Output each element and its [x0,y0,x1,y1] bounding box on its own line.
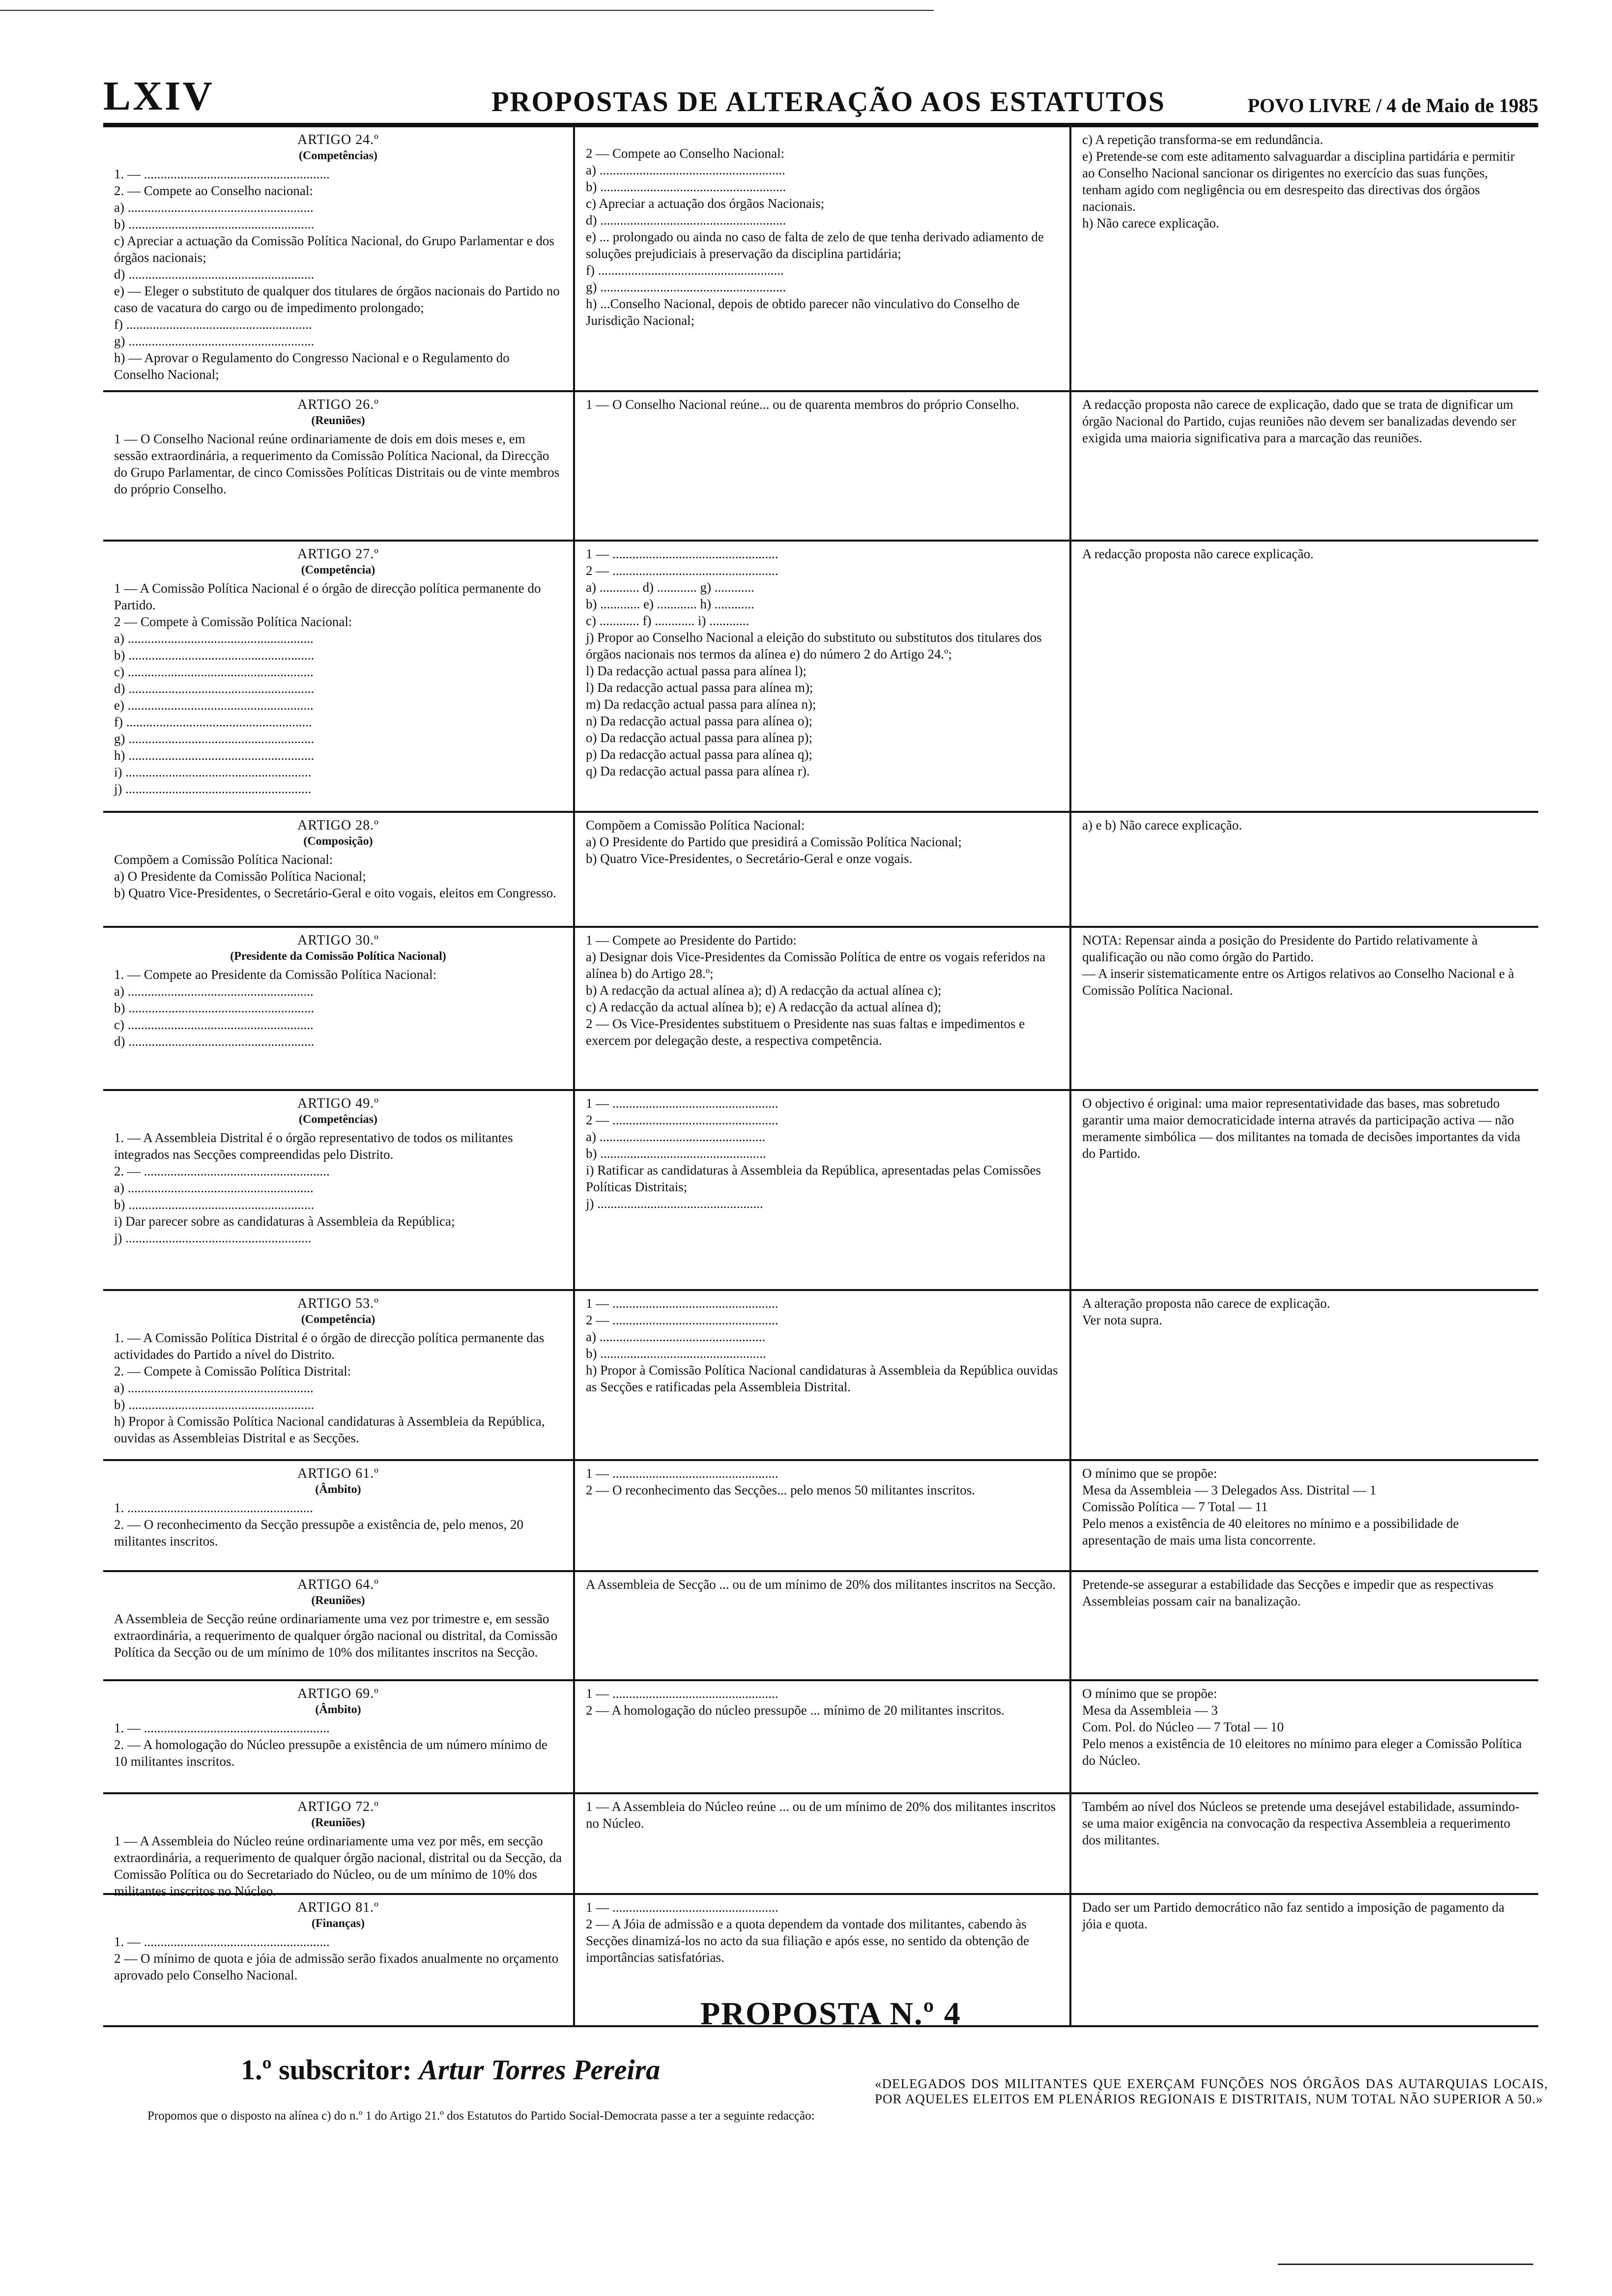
text-line: d) ........................................................ [114,266,315,282]
article-heading: ARTIGO 72.º [297,1799,379,1814]
text-line: 1 — O Conselho Nacional reúne... ou de quarenta membros do próprio Conselho. [586,397,1019,412]
text-line: h) ...Conselho Nacional, depois de obtido parecer não vinculativo do Conselho de Jurisdição Nacional; [586,296,1023,328]
text-line: 2 — O reconhecimento das Secções... pelo menos 50 militantes inscritos. [586,1483,975,1498]
proposal-intro: Propomos que o disposto na alínea c) do n.º 1 do Artigo 21.º dos Estatutos do Partido Social-Democrata passe a ter a seguinte redacção: [147,2109,815,2123]
proposed-text-cell [575,127,1071,390]
justification-cell [1071,1572,1538,1679]
justification-cell [1071,928,1538,1089]
article-heading: ARTIGO 64.º [297,1577,379,1592]
text-line: h) Propor à Comissão Política Nacional candidaturas à Assembleia da República ouvidas as Secções e ratificadas pela Assembleia Distrital. [586,1363,1062,1395]
text-line: c) ........................................................ [114,1017,314,1032]
text-line: h) ........................................................ [114,747,315,763]
text-line: c) Apreciar a actuação da Comissão Política Nacional, do Grupo Parlamentar e dos órgãos nacionais; [114,233,558,265]
text-line: b) Quatro Vice-Presidentes, o Secretário-Geral e onze vogais. [586,851,913,866]
article-heading: ARTIGO 26.º [297,397,379,412]
article-subtitle: (Composição) [303,835,373,848]
article-row [103,392,1538,542]
proposed-text-cell [575,542,1071,811]
text-line: q) Da redacção actual passa para alínea r). [586,764,810,779]
text-line: b) ............ e) ............ h) ............ [586,597,754,612]
text-line: 2 — A Jóia de admissão e a quota dependem da vontade dos militantes, cabendo às Secções dinamizá-los no acto da sua filiação e após esse, no sentido da obtenção de importâncias satisfatórias. [586,1917,1033,1965]
text-line: c) ........................................................ [114,664,314,679]
article-subtitle: (Competência) [301,564,375,577]
current-text-cell [103,1091,575,1289]
text-line: l) Da redacção actual passa para alínea l); [586,663,806,679]
text-line: b) ........................................................ [586,179,786,195]
text-line: 1 — O Conselho Nacional reúne ordinariamente de dois em dois meses e, em sessão extraordinária, a requerimento da Comissão Política Nacional, da Direcção do Grupo Parlamentar, de cinco Comissões Políticas Distritais ou de vinte membros do próprio Conselho. [114,431,563,496]
article-subtitle: (Presidente da Comissão Política Nacional) [230,950,446,963]
current-text-cell [103,813,575,926]
subscriber-label: 1.º subscritor: [241,2054,412,2086]
text-line: a) ........................................................ [114,200,314,215]
article-subtitle: (Competência) [301,1313,375,1326]
justification-cell [1071,1895,1538,2025]
proposed-text-cell [575,1794,1071,1893]
proposal-title: PROPOSTA N.º 4 [700,1996,961,2032]
text-line: b) ........................................................ [114,216,315,231]
article-subtitle: (Âmbito) [315,1703,361,1717]
text-line: 1 — .................................................. [586,1466,778,1481]
text-line: b) .................................................. [586,1146,766,1161]
text-line: a) ............ d) ............ g) ............ [586,580,754,595]
current-text-cell [103,127,575,390]
text-line: d) ........................................................ [114,1033,315,1049]
text-line: 1 — .................................................. [586,546,778,561]
proposed-text-cell [575,1681,1071,1792]
current-text-cell [103,1895,575,2025]
article-row [103,125,1538,392]
scan-artifact-line [0,10,934,11]
text-line: 1 — A Assembleia do Núcleo reúne ... ou de um mínimo de 20% dos militantes inscritos no Núcleo. [586,1799,1059,1831]
text-line: b) Quatro Vice-Presidentes, o Secretário-Geral e oito vogais, eleitos em Congresso. [114,885,556,900]
justification-cell [1071,127,1538,390]
text-line: Pelo menos a existência de 40 eleitores no mínimo e a possibilidade de apresentação de mais uma lista concorrente. [1082,1516,1463,1548]
text-line: Mesa da Assembleia — 3 [1082,1703,1218,1718]
text-line: a) O Presidente da Comissão Política Nacional; [114,868,366,884]
proposed-text-cell [575,1091,1071,1289]
text-line: h) Propor à Comissão Política Nacional candidaturas à Assembleia da República, ouvidas as Assembleias Distrital e as Secções. [114,1413,548,1445]
amendments-table [103,125,1538,2027]
text-line: h) Não carece explicação. [1082,216,1219,231]
text-line: b) ........................................................ [114,647,315,662]
text-line: f) ........................................................ [114,316,312,332]
text-line: f) ........................................................ [586,263,784,278]
justification-cell [1071,1681,1538,1792]
text-line: e) Pretende-se com este aditamento salvaguardar a disciplina partidária e permitir ao Conselho Nacional sancionar os dirigentes no exercício das suas funções, tenham agido com negligência ou em desrespeito das directivas dos órgãos nacionais. [1082,149,1518,214]
proposed-text-cell [575,928,1071,1089]
text-line: 2. — O reconhecimento da Secção pressupõe a existência de, pelo menos, 20 militantes inscritos. [114,1517,527,1549]
proposal-quote: «DELEGADOS DOS MILITANTES QUE EXERÇAM FUNÇÕES NOS ÓRGÃOS DAS AUTARQUIAS LOCAIS, POR AQUELES ELEITOS EM PLENÁRIOS REGIONAIS E DISTRITAIS, NUM TOTAL NÃO SUPERIOR A 50.» [875,2076,1548,2107]
text-line: j) ........................................................ [114,781,312,796]
page-header [103,69,1538,125]
text-line: 2 — Os Vice-Presidentes substituem o Presidente nas suas faltas e impedimentos e exercem por delegação deste, a respectiva competência. [586,1016,1028,1048]
text-line: Pretende-se assegurar a estabilidade das Secções e impedir que as respectivas Assembleias possam cair na banalização. [1082,1577,1496,1609]
text-line: — A inserir sistematicamente entre os Artigos relativos ao Conselho Nacional e à Comissão Política Nacional. [1082,966,1518,998]
proposed-text-cell [575,1572,1071,1679]
text-line: a) ........................................................ [586,163,785,178]
text-line: a) e b) Não carece explicação. [1082,818,1242,832]
justification-cell [1071,1291,1538,1459]
text-line: a) .................................................. [586,1329,766,1345]
text-line: a) ........................................................ [114,1380,314,1395]
text-line: Pelo menos a existência de 10 eleitores no mínimo para eleger a Comissão Política do Núcleo. [1082,1736,1526,1768]
text-line: Também ao nível dos Núcleos se pretende uma desejável estabilidade, assumindo-se uma maior exigência na convocação da respectiva Assembleia a requerimento dos militantes. [1082,1799,1520,1848]
text-line: e) — Eleger o substituto de qualquer dos titulares de órgãos nacionais do Partido no caso de vacatura do cargo ou de impedimento prolongado; [114,283,563,315]
text-line: f) ........................................................ [114,714,312,729]
text-line: p) Da redacção actual passa para alínea q); [586,747,812,762]
text-line: b) ........................................................ [114,1000,315,1015]
text-line: j) .................................................. [586,1196,763,1211]
text-line: g) ........................................................ [114,333,315,348]
text-line: b) ........................................................ [114,1397,315,1412]
text-line: 2 — A homologação do núcleo pressupõe ... mínimo de 20 militantes inscritos. [586,1703,1005,1718]
text-line: 1. — ........................................................ [114,1720,330,1735]
text-line: 1. — ........................................................ [114,166,330,181]
text-line: 2. — ........................................................ [114,1163,330,1178]
text-line: i) Ratificar as candidaturas à Assembleia da República, apresentadas pelas Comissões Políticas Distritais; [586,1163,1044,1195]
article-heading: ARTIGO 61.º [297,1466,379,1481]
text-line: 1 — Compete ao Presidente do Partido: [586,933,797,947]
text-line: e) ........................................................ [114,697,314,713]
proposed-text-cell [575,392,1071,540]
article-row [103,1572,1538,1681]
text-line: 2 — Compete à Comissão Política Nacional: [114,614,352,629]
publication-date: POVO LIVRE / 4 de Maio de 1985 [1247,94,1538,116]
justification-cell [1071,1794,1538,1893]
article-subtitle: (Competências) [299,1113,377,1126]
text-line: 2. — Compete à Comissão Política Distrital: [114,1363,351,1378]
text-line: h) — Aprovar o Regulamento do Congresso Nacional e o Regulamento do Conselho Nacional; [114,350,513,382]
text-line: 1 — .................................................. [586,1096,778,1111]
article-heading: ARTIGO 28.º [297,818,379,833]
text-line: 1. — ........................................................ [114,1934,330,1949]
text-line: Compõem a Comissão Política Nacional: [114,852,333,867]
proposed-text-cell [575,1461,1071,1570]
article-subtitle: (Reuniões) [311,414,365,428]
subscriber-name: Artur Torres Pereira [419,2054,661,2086]
article-subtitle: (Competências) [299,149,377,163]
text-line: O objectivo é original: uma maior representatividade das bases, mas sobretudo garantir uma maior democraticidade interna através da participação activa — não meramente simbólica — dos militantes na tomada de decisões importantes da vida do Partido. [1082,1096,1524,1161]
scan-artifact-line [1278,2264,1533,2265]
text-line: d) ........................................................ [114,681,315,696]
article-heading: ARTIGO 49.º [297,1096,379,1111]
article-row [103,1681,1538,1794]
proposed-text-cell [575,813,1071,926]
article-row [103,542,1538,813]
text-line: a) .................................................. [586,1129,766,1145]
text-line: 2. — A homologação do Núcleo pressupõe a existência de um número mínimo de 10 militantes inscritos. [114,1737,551,1769]
proposed-text-cell [575,1291,1071,1459]
text-line: b) .................................................. [586,1346,766,1361]
text-line: Mesa da Assembleia — 3 Delegados Ass. Distrital — 1 [1082,1483,1377,1498]
article-subtitle: (Finanças) [312,1917,365,1930]
text-line: O mínimo que se propõe: [1082,1686,1217,1701]
text-line: Dado ser um Partido democrático não faz sentido a imposição de pagamento da jóia e quota. [1082,1900,1508,1932]
text-line: l) Da redacção actual passa para alínea m); [586,680,813,695]
article-heading: ARTIGO 24.º [297,132,379,147]
article-row [103,1091,1538,1291]
text-line: A Assembleia de Secção ... ou de um mínimo de 20% dos militantes inscritos na Secção. [586,1577,1056,1592]
text-line: 1. ........................................................ [114,1500,313,1515]
text-line: 2 — .................................................. [586,1313,778,1328]
text-line: g) ........................................................ [114,731,315,746]
text-line: A redacção proposta não carece explicação. [1082,546,1314,561]
text-line: b) ........................................................ [114,1197,315,1212]
text-line: j) Propor ao Conselho Nacional a eleição do substituto ou substitutos dos titulares dos órgãos nacionais nos termos da alínea e) do número 2 do Artigo 24.º; [586,630,1045,662]
article-heading: ARTIGO 27.º [297,546,379,562]
text-line: NOTA: Repensar ainda a posição do Presidente do Partido relativamente à qualificação ou não como órgão do Partido. [1082,933,1481,965]
text-line: 1. — A Comissão Política Distrital é o órgão de direcção política permanente das actividades do Partido a nível do Distrito. [114,1330,548,1362]
text-line: m) Da redacção actual passa para alínea n); [586,697,816,712]
justification-cell [1071,392,1538,540]
justification-cell [1071,1461,1538,1570]
article-subtitle: (Reuniões) [311,1816,365,1830]
text-line: n) Da redacção actual passa para alínea o); [586,714,812,729]
page-number: LXIV [103,73,215,119]
current-text-cell [103,542,575,811]
current-text-cell [103,392,575,540]
text-line: Compõem a Comissão Política Nacional: [586,818,805,832]
article-heading: ARTIGO 69.º [297,1686,379,1701]
current-text-cell [103,1461,575,1570]
text-line: b) A redacção da actual alínea a); d) A redacção da actual alínea c); [586,983,942,998]
article-row [103,928,1538,1091]
text-line: c) A redacção da actual alínea b); e) A redacção da actual alínea d); [586,1000,942,1015]
text-line: a) Designar dois Vice-Presidentes da Comissão Política de entre os vogais referidos na alínea b) do Artigo 28.º; [586,949,1049,981]
text-line: a) ........................................................ [114,983,314,999]
text-line: i) ........................................................ [114,764,312,779]
article-subtitle: (Reuniões) [311,1594,365,1607]
article-heading: ARTIGO 81.º [297,1900,379,1915]
text-line: c) A repetição transforma-se em redundância. [1082,132,1324,147]
justification-cell [1071,813,1538,926]
current-text-cell [103,1572,575,1679]
article-row [103,813,1538,928]
text-line: A alteração proposta não carece de explicação. [1082,1296,1330,1311]
text-line: i) Dar parecer sobre as candidaturas à Assembleia da República; [114,1213,455,1229]
current-text-cell [103,928,575,1089]
text-line: c) Apreciar a actuação dos órgãos Nacionais; [586,196,825,211]
text-line: 1 — .................................................. [586,1686,778,1701]
text-line: O mínimo que se propõe: [1082,1466,1217,1481]
text-line: 2 — Compete ao Conselho Nacional: [586,146,785,161]
text-line: 2. — Compete ao Conselho nacional: [114,183,313,198]
text-line: a) ........................................................ [114,631,314,646]
current-text-cell [103,1794,575,1898]
text-line: 2 — .................................................. [586,563,778,578]
subscriber [241,2053,660,2086]
text-line: j) ........................................................ [114,1230,312,1245]
text-line: e) ... prolongado ou ainda no caso de falta de zelo de que tenha derivado adiamento de soluções prejudiciais à preservação da disciplina partidária; [586,230,1047,261]
text-line: Comissão Política — 7 Total — 11 [1082,1499,1268,1515]
current-text-cell [103,1291,575,1459]
article-row [103,1794,1538,1898]
justification-cell [1071,542,1538,811]
text-line: Com. Pol. do Núcleo — 7 Total — 10 [1082,1720,1284,1735]
text-line: c) ............ f) ............ i) ............ [586,613,749,629]
text-line: a) O Presidente do Partido que presidirá a Comissão Política Nacional; [586,834,962,850]
text-line: d) ........................................................ [586,213,786,228]
text-line: A redacção proposta não carece de explicação, dado que se trata de dignificar um órgão Nacional do Partido, cujas reuniões não devem ser banalizadas devendo ser exigida uma maioria significativa para a marcação das reuniões. [1082,397,1520,446]
text-line: 1 — .................................................. [586,1900,778,1915]
article-row [103,1291,1538,1461]
text-line: 1. — A Assembleia Distrital é o órgão representativo de todos os militantes integrados nas Secções compreendidas pelo Distrito. [114,1130,517,1162]
text-line: o) Da redacção actual passa para alínea p); [586,730,812,746]
text-line: Ver nota supra. [1082,1313,1162,1328]
article-subtitle: (Âmbito) [315,1483,361,1496]
text-line: 2 — O mínimo de quota e jóia de admissão serão fixados anualmente no orçamento aprovado pelo Conselho Nacional. [114,1951,562,1982]
article-heading: ARTIGO 53.º [297,1296,379,1311]
article-row [103,1461,1538,1572]
text-line: a) ........................................................ [114,1180,314,1195]
text-line: 1. — Compete ao Presidente da Comissão Política Nacional: [114,967,437,982]
text-line: 1 — .................................................. [586,1296,778,1311]
page-title: PROPOSTAS DE ALTERAÇÃO AOS ESTATUTOS [491,86,1165,117]
text-line: g) ........................................................ [586,280,786,295]
text-line: 1 — A Assembleia do Núcleo reúne ordinariamente uma vez por mês, em secção extraordinária, a requerimento de qualquer órgão nacional, distrital ou da Secção, da Comissão Política ou do Secretariado do Núcleo, ou de um mínimo de 10% dos militantes inscritos no Núcleo. [114,1833,565,1898]
article-heading: ARTIGO 30.º [297,933,379,948]
text-line: A Assembleia de Secção reúne ordinariamente uma vez por trimestre e, em sessão extraordinária, a requerimento de qualquer órgão nacional ou distrital, da Comissão Política da Secção ou de um mínimo de 10% dos militantes inscritos na Secção. [114,1611,561,1660]
current-text-cell [103,1681,575,1792]
text-line: 2 — .................................................. [586,1113,778,1128]
justification-cell [1071,1091,1538,1289]
text-line: 1 — A Comissão Política Nacional é o órgão de direcção política permanente do Partido. [114,580,545,612]
